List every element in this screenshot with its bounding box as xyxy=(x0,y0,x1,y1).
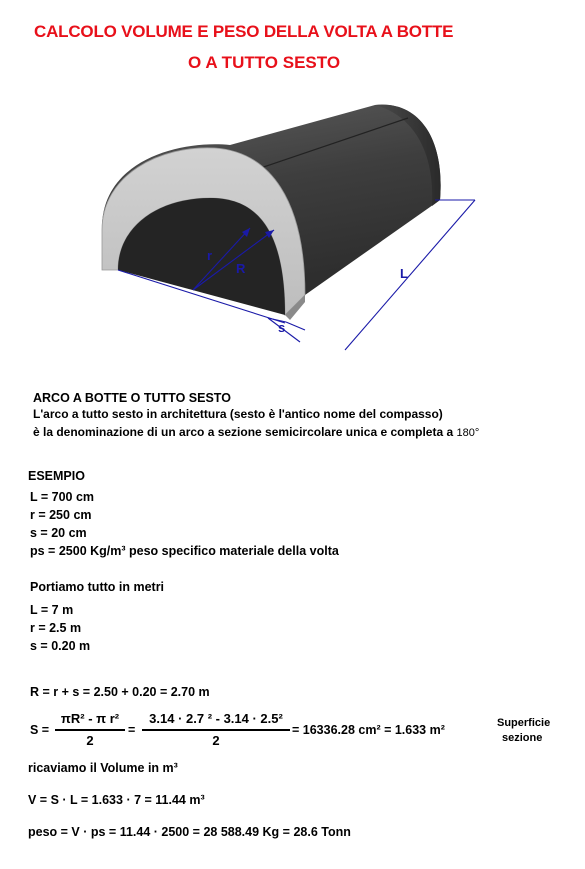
calc-volume: V = S · L = 1.633 · 7 = 11.44 m³ xyxy=(28,793,205,807)
intro-line-2: è la denominazione di un arco a sezione semicircolare unica e completa a 180° xyxy=(33,425,480,439)
frac2-denominator: 2 xyxy=(212,733,220,748)
frac2-numerator: 3.14 · 2.7 ² - 3.14 · 2.5² xyxy=(149,711,283,726)
label-s: s xyxy=(278,320,286,335)
frac1-denominator: 2 xyxy=(86,733,94,748)
example-ps: ps = 2500 Kg/m³ peso specifico materiale della volta xyxy=(30,544,339,558)
label-L: L xyxy=(400,266,408,281)
label-r: r xyxy=(207,248,213,263)
frac1-line xyxy=(55,729,125,731)
meters-s: s = 0.20 m xyxy=(30,639,91,653)
example-heading: ESEMPIO xyxy=(28,469,85,483)
meters-r: r = 2.5 m xyxy=(30,621,82,635)
calc-S-result: = 16336.28 cm² = 1.633 m² xyxy=(292,723,445,737)
section-note-2: sezione xyxy=(502,732,543,744)
intro-heading: ARCO A BOTTE O TUTTO SESTO xyxy=(33,391,231,405)
example-L: L = 700 cm xyxy=(30,490,95,504)
volume-heading: ricaviamo il Volume in m³ xyxy=(28,761,178,775)
calc-R: R = r + s = 2.50 + 0.20 = 2.70 m xyxy=(30,685,210,699)
label-R: R xyxy=(236,261,246,276)
calc-S-lhs: S = xyxy=(30,723,50,737)
meters-heading: Portiamo tutto in metri xyxy=(30,580,165,594)
example-r: r = 250 cm xyxy=(30,508,92,522)
intro-angle: 180° xyxy=(456,427,480,439)
page-subtitle: O A TUTTO SESTO xyxy=(188,53,341,72)
section-note-1: Superficie xyxy=(497,717,551,729)
frac1-numerator: πR² - π r² xyxy=(60,711,120,726)
example-s: s = 20 cm xyxy=(30,526,87,540)
page-title: CALCOLO VOLUME E PESO DELLA VOLTA A BOTTE xyxy=(34,22,454,41)
meters-L: L = 7 m xyxy=(30,603,74,617)
frac2-line xyxy=(142,729,290,731)
intro-line-1: L'arco a tutto sesto in architettura (sesto è l'antico nome del compasso) xyxy=(33,407,443,421)
calc-equals: = xyxy=(128,723,136,737)
calc-weight: peso = V · ps = 11.44 · 2500 = 28 588.49 Kg = 28.6 Tonn xyxy=(28,825,351,839)
barrel-vault-figure xyxy=(90,80,500,375)
